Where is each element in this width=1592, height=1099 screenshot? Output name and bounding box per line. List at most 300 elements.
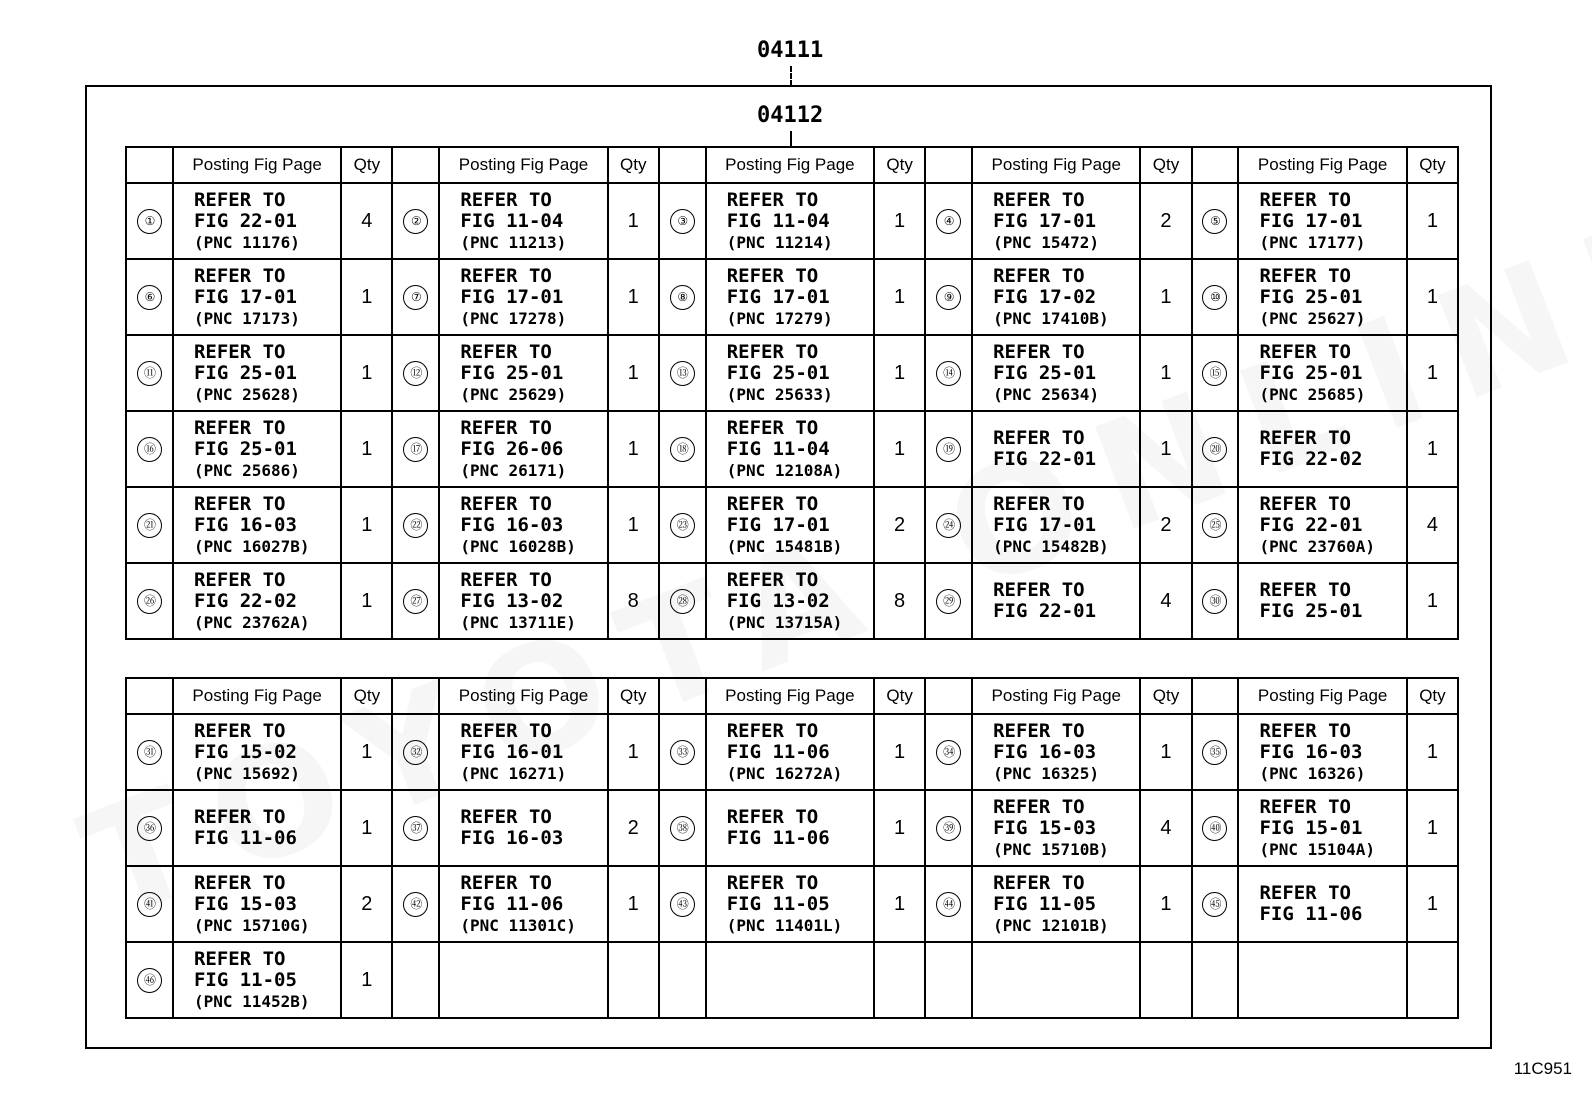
header-posting-fig-page: Posting Fig Page xyxy=(439,678,607,714)
item-qty-cell: 1 xyxy=(1407,183,1458,259)
refer-to-text: REFER TO xyxy=(993,427,1085,449)
item-qty-cell: 8 xyxy=(608,563,659,639)
pnc-text: (PNC 25686) xyxy=(193,460,300,480)
item-number-badge: ㉕ xyxy=(1202,513,1227,538)
refer-to-text: REFER TO xyxy=(726,416,819,439)
fig-page-text: FIG 25-01 xyxy=(1259,285,1363,308)
refer-to-text: REFER TO xyxy=(993,795,1085,818)
item-reference-cell xyxy=(173,790,341,866)
item-qty-cell: 1 xyxy=(874,411,925,487)
item-number-badge: ㉟ xyxy=(1202,740,1227,765)
fig-page-text: FIG 16-03 xyxy=(193,513,297,536)
table-row xyxy=(126,714,1458,790)
item-number-badge: ㉚ xyxy=(1202,589,1227,614)
item-number-cell xyxy=(1192,487,1239,563)
item-reference-cell xyxy=(972,487,1140,563)
pnc-text: (PNC 23760A) xyxy=(1259,536,1376,556)
item-number-badge: ⑰ xyxy=(403,437,428,462)
table-row xyxy=(126,411,1458,487)
item-number-cell xyxy=(1192,411,1239,487)
item-number-badge: ㉖ xyxy=(137,589,162,614)
reference-table-upper xyxy=(125,146,1459,640)
item-number-cell xyxy=(925,714,972,790)
item-number-cell xyxy=(925,563,972,639)
item-reference-cell xyxy=(1238,259,1406,335)
pnc-text: (PNC 11214) xyxy=(726,232,833,252)
item-number-badge: ㉛ xyxy=(137,740,162,765)
item-reference-cell xyxy=(706,183,874,259)
header-blank xyxy=(126,147,173,183)
item-number-cell xyxy=(659,563,706,639)
fig-page-text: FIG 17-02 xyxy=(993,285,1097,308)
refer-to-text: REFER TO xyxy=(460,719,552,742)
item-qty-cell: 1 xyxy=(874,183,925,259)
item-qty-cell xyxy=(1140,942,1191,1018)
table-header-row xyxy=(126,147,1458,183)
item-reference-cell xyxy=(1238,866,1406,942)
item-number-cell xyxy=(1192,183,1239,259)
pnc-text: (PNC 13715A) xyxy=(726,612,843,632)
item-qty-cell: 2 xyxy=(341,866,392,942)
fig-page-text: FIG 17-01 xyxy=(993,513,1097,536)
fig-page-text: FIG 11-06 xyxy=(726,827,830,849)
refer-to-text: REFER TO xyxy=(993,871,1085,894)
item-reference-cell xyxy=(1238,714,1406,790)
item-reference-cell xyxy=(706,714,874,790)
refer-to-text: REFER TO xyxy=(460,188,552,211)
item-qty-cell xyxy=(874,942,925,1018)
item-number-cell xyxy=(392,714,439,790)
pnc-text: (PNC 15472) xyxy=(993,232,1100,252)
item-reference-cell xyxy=(1238,183,1406,259)
refer-to-text: REFER TO xyxy=(193,568,286,591)
refer-to-text: REFER TO xyxy=(726,188,819,211)
pnc-text: (PNC 25633) xyxy=(726,384,833,404)
pnc-text: (PNC 11213) xyxy=(460,232,567,252)
item-number-badge: ⑪ xyxy=(137,361,162,386)
header-qty: Qty xyxy=(341,147,392,183)
header-blank xyxy=(392,678,439,714)
header-qty: Qty xyxy=(874,147,925,183)
item-number-cell xyxy=(392,942,439,1018)
header-posting-fig-page: Posting Fig Page xyxy=(706,147,874,183)
item-reference-cell xyxy=(439,259,607,335)
pnc-text: (PNC 17410B) xyxy=(993,308,1109,328)
item-number-cell xyxy=(392,259,439,335)
item-reference-cell xyxy=(972,335,1140,411)
item-number-badge: ⑦ xyxy=(403,285,428,310)
header-blank xyxy=(925,147,972,183)
header-blank xyxy=(659,147,706,183)
refer-to-text: REFER TO xyxy=(726,806,819,828)
fig-page-text: FIG 15-01 xyxy=(1259,816,1363,839)
header-qty: Qty xyxy=(608,678,659,714)
pnc-text: (PNC 15710B) xyxy=(993,839,1109,859)
item-number-cell xyxy=(1192,942,1239,1018)
item-number-cell xyxy=(392,183,439,259)
refer-to-text: REFER TO xyxy=(993,340,1085,363)
item-number-cell xyxy=(925,335,972,411)
header-posting-fig-page: Posting Fig Page xyxy=(972,678,1140,714)
pnc-text: (PNC 25627) xyxy=(1259,308,1366,328)
item-qty-cell: 1 xyxy=(1140,259,1191,335)
item-number-cell xyxy=(1192,790,1239,866)
item-number-badge: ㉝ xyxy=(670,740,695,765)
item-qty-cell: 4 xyxy=(1140,563,1191,639)
fig-page-text: FIG 16-03 xyxy=(993,740,1097,763)
pnc-text: (PNC 17177) xyxy=(1259,232,1366,252)
fig-page-text: FIG 13-02 xyxy=(460,589,564,612)
item-qty-cell: 1 xyxy=(1140,866,1191,942)
item-number-badge: ㊻ xyxy=(137,968,162,993)
header-blank xyxy=(126,678,173,714)
pnc-text: (PNC 13711E) xyxy=(460,612,576,632)
item-reference-cell xyxy=(439,790,607,866)
refer-to-text: REFER TO xyxy=(726,719,819,742)
item-qty-cell: 1 xyxy=(341,487,392,563)
fig-page-text: FIG 11-06 xyxy=(1259,903,1363,925)
item-number-cell xyxy=(659,411,706,487)
refer-to-text: REFER TO xyxy=(993,264,1085,287)
item-reference-cell xyxy=(173,183,341,259)
item-reference-cell xyxy=(706,487,874,563)
fig-page-text: FIG 25-01 xyxy=(193,437,297,460)
fig-page-text: FIG 16-01 xyxy=(460,740,564,763)
item-reference-cell xyxy=(173,335,341,411)
refer-to-text: REFER TO xyxy=(726,264,819,287)
item-number-badge: ㊹ xyxy=(936,892,961,917)
item-number-badge: ㊸ xyxy=(670,892,695,917)
fig-page-text: FIG 17-01 xyxy=(993,209,1097,232)
item-number-cell xyxy=(392,866,439,942)
item-reference-cell xyxy=(439,866,607,942)
item-number-cell xyxy=(126,942,173,1018)
item-reference-cell xyxy=(439,487,607,563)
item-number-cell xyxy=(659,866,706,942)
item-reference-cell xyxy=(439,942,607,1018)
pnc-text: (PNC 12108A) xyxy=(726,460,843,480)
item-reference-cell xyxy=(1238,942,1406,1018)
item-qty-cell: 1 xyxy=(874,866,925,942)
pnc-text: (PNC 11452B) xyxy=(193,991,310,1011)
refer-to-text: REFER TO xyxy=(460,264,552,287)
refer-to-text: REFER TO xyxy=(1259,882,1351,904)
item-number-cell xyxy=(126,790,173,866)
item-reference-cell xyxy=(173,411,341,487)
refer-to-text: REFER TO xyxy=(460,492,552,515)
item-number-cell xyxy=(925,866,972,942)
item-number-badge: ㊲ xyxy=(403,816,428,841)
item-reference-cell xyxy=(706,790,874,866)
header-qty: Qty xyxy=(1140,147,1191,183)
item-qty-cell: 1 xyxy=(1140,411,1191,487)
header-blank xyxy=(1192,147,1239,183)
pnc-text: (PNC 16028B) xyxy=(460,536,576,556)
item-qty-cell: 1 xyxy=(608,866,659,942)
item-reference-cell xyxy=(706,942,874,1018)
refer-to-text: REFER TO xyxy=(726,568,819,591)
pnc-text: (PNC 11301C) xyxy=(460,915,576,935)
item-qty-cell: 1 xyxy=(341,942,392,1018)
item-qty-cell: 8 xyxy=(874,563,925,639)
item-number-badge: ㊳ xyxy=(670,816,695,841)
item-number-badge: ㊵ xyxy=(1202,816,1227,841)
pnc-text: (PNC 17279) xyxy=(726,308,833,328)
refer-to-text: REFER TO xyxy=(726,871,819,894)
header-qty: Qty xyxy=(1140,678,1191,714)
item-qty-cell: 1 xyxy=(874,259,925,335)
fig-page-text: FIG 22-01 xyxy=(993,448,1097,470)
fig-page-text: FIG 25-01 xyxy=(193,361,297,384)
pnc-text: (PNC 25634) xyxy=(993,384,1100,404)
item-number-cell xyxy=(392,790,439,866)
refer-to-text: REFER TO xyxy=(193,871,286,894)
item-number-badge: ㉞ xyxy=(936,740,961,765)
item-number-cell xyxy=(659,335,706,411)
item-number-cell xyxy=(925,183,972,259)
pnc-text: (PNC 25629) xyxy=(460,384,567,404)
item-number-cell xyxy=(1192,866,1239,942)
fig-page-text: FIG 17-01 xyxy=(460,285,564,308)
item-reference-cell xyxy=(439,335,607,411)
fig-page-text: FIG 26-06 xyxy=(460,437,564,460)
refer-to-text: REFER TO xyxy=(993,719,1085,742)
item-qty-cell: 1 xyxy=(874,790,925,866)
refer-to-text: REFER TO xyxy=(726,492,819,515)
item-qty-cell: 1 xyxy=(1140,714,1191,790)
pnc-text: (PNC 17278) xyxy=(460,308,567,328)
item-number-cell xyxy=(1192,259,1239,335)
item-reference-cell xyxy=(706,563,874,639)
item-qty-cell: 1 xyxy=(1140,335,1191,411)
item-number-badge: ⑮ xyxy=(1202,361,1227,386)
item-number-cell xyxy=(1192,563,1239,639)
item-number-cell xyxy=(659,487,706,563)
fig-page-text: FIG 16-03 xyxy=(460,513,564,536)
item-number-cell xyxy=(126,259,173,335)
item-qty-cell: 1 xyxy=(341,259,392,335)
group-label-outer: 04111 xyxy=(757,38,824,63)
item-number-badge: ㉓ xyxy=(670,513,695,538)
item-reference-cell xyxy=(972,942,1140,1018)
fig-page-text: FIG 25-01 xyxy=(993,361,1097,384)
fig-page-text: FIG 15-03 xyxy=(193,892,297,915)
item-number-badge: ① xyxy=(137,209,162,234)
item-number-cell xyxy=(659,183,706,259)
refer-to-text: REFER TO xyxy=(1259,719,1351,742)
fig-page-text: FIG 11-06 xyxy=(726,740,830,763)
item-number-badge: ⑫ xyxy=(403,361,428,386)
item-number-badge: ⑳ xyxy=(1202,437,1227,462)
item-qty-cell: 1 xyxy=(341,335,392,411)
table-row xyxy=(126,335,1458,411)
header-posting-fig-page: Posting Fig Page xyxy=(173,678,341,714)
item-number-cell xyxy=(392,335,439,411)
refer-to-text: REFER TO xyxy=(1259,579,1351,601)
fig-page-text: FIG 16-03 xyxy=(1259,740,1363,763)
fig-page-text: FIG 15-02 xyxy=(193,740,297,763)
header-blank xyxy=(392,147,439,183)
item-number-cell xyxy=(659,790,706,866)
item-reference-cell xyxy=(173,259,341,335)
fig-page-text: FIG 11-04 xyxy=(460,209,564,232)
item-number-badge: ㉗ xyxy=(403,589,428,614)
item-number-badge: ㉙ xyxy=(936,589,961,614)
fig-page-text: FIG 22-02 xyxy=(1259,448,1363,470)
header-posting-fig-page: Posting Fig Page xyxy=(972,147,1140,183)
item-qty-cell: 1 xyxy=(341,563,392,639)
pnc-text: (PNC 11176) xyxy=(193,232,300,252)
refer-to-text: REFER TO xyxy=(726,340,819,363)
item-reference-cell xyxy=(972,563,1140,639)
item-reference-cell xyxy=(173,563,341,639)
refer-to-text: REFER TO xyxy=(193,188,286,211)
fig-page-text: FIG 13-02 xyxy=(726,589,830,612)
refer-to-text: REFER TO xyxy=(1259,492,1351,515)
pnc-text: (PNC 16326) xyxy=(1259,763,1366,783)
table-row xyxy=(126,259,1458,335)
fig-page-text: FIG 11-05 xyxy=(726,892,830,915)
pnc-text: (PNC 17173) xyxy=(193,308,300,328)
fig-page-text: FIG 17-01 xyxy=(193,285,297,308)
item-reference-cell xyxy=(972,411,1140,487)
pnc-text: (PNC 15482B) xyxy=(993,536,1109,556)
table-row xyxy=(126,790,1458,866)
header-posting-fig-page: Posting Fig Page xyxy=(706,678,874,714)
table-row xyxy=(126,942,1458,1018)
item-reference-cell xyxy=(706,866,874,942)
fig-page-text: FIG 11-05 xyxy=(993,892,1097,915)
refer-to-text: REFER TO xyxy=(193,416,286,439)
item-qty-cell: 1 xyxy=(608,714,659,790)
item-reference-cell xyxy=(173,942,341,1018)
table-header-row xyxy=(126,678,1458,714)
table-row xyxy=(126,487,1458,563)
pnc-text: (PNC 16271) xyxy=(460,763,567,783)
header-qty: Qty xyxy=(341,678,392,714)
item-reference-cell xyxy=(972,790,1140,866)
header-posting-fig-page: Posting Fig Page xyxy=(439,147,607,183)
item-number-cell xyxy=(925,259,972,335)
header-qty: Qty xyxy=(608,147,659,183)
item-number-cell xyxy=(925,411,972,487)
refer-to-text: REFER TO xyxy=(1259,340,1351,363)
pnc-text: (PNC 26171) xyxy=(460,460,567,480)
figure-code: 11C951 xyxy=(1513,1059,1572,1078)
item-reference-cell xyxy=(1238,411,1406,487)
item-number-badge: ㊷ xyxy=(403,892,428,917)
header-blank xyxy=(925,678,972,714)
item-qty-cell: 1 xyxy=(1407,563,1458,639)
item-qty-cell: 1 xyxy=(1407,335,1458,411)
refer-to-text: REFER TO xyxy=(460,806,552,828)
fig-page-text: FIG 11-04 xyxy=(726,437,830,460)
item-qty-cell: 1 xyxy=(341,411,392,487)
fig-page-text: FIG 25-01 xyxy=(1259,600,1363,622)
fig-page-text: FIG 25-01 xyxy=(726,361,830,384)
header-posting-fig-page: Posting Fig Page xyxy=(173,147,341,183)
reference-table-lower xyxy=(125,677,1459,1019)
item-number-cell xyxy=(659,942,706,1018)
item-reference-cell xyxy=(972,714,1140,790)
header-qty: Qty xyxy=(874,678,925,714)
table-row xyxy=(126,866,1458,942)
fig-page-text: FIG 25-01 xyxy=(1259,361,1363,384)
item-reference-cell xyxy=(1238,487,1406,563)
item-qty-cell: 1 xyxy=(341,790,392,866)
header-posting-fig-page: Posting Fig Page xyxy=(1238,147,1406,183)
pnc-text: (PNC 23762A) xyxy=(193,612,310,632)
item-reference-cell xyxy=(439,183,607,259)
item-number-cell xyxy=(925,942,972,1018)
header-blank xyxy=(659,678,706,714)
item-reference-cell xyxy=(439,411,607,487)
item-number-cell xyxy=(659,714,706,790)
pnc-text: (PNC 25685) xyxy=(1259,384,1366,404)
item-reference-cell xyxy=(972,866,1140,942)
item-number-cell xyxy=(126,714,173,790)
item-number-cell xyxy=(126,335,173,411)
item-reference-cell xyxy=(972,183,1140,259)
header-posting-fig-page: Posting Fig Page xyxy=(1238,678,1406,714)
refer-to-text: REFER TO xyxy=(993,579,1085,601)
item-number-badge: ㊶ xyxy=(137,892,162,917)
header-blank xyxy=(1192,678,1239,714)
item-number-badge: ⑬ xyxy=(670,361,695,386)
item-number-badge: ㉘ xyxy=(670,589,695,614)
refer-to-text: REFER TO xyxy=(193,340,286,363)
fig-page-text: FIG 11-05 xyxy=(193,968,297,991)
item-number-badge: ⑥ xyxy=(137,285,162,310)
fig-page-text: FIG 11-04 xyxy=(726,209,830,232)
item-number-badge: ② xyxy=(403,209,428,234)
pnc-text: (PNC 15710G) xyxy=(193,915,310,935)
item-qty-cell xyxy=(608,942,659,1018)
pnc-text: (PNC 16325) xyxy=(993,763,1100,783)
fig-page-text: FIG 17-01 xyxy=(726,285,830,308)
table-row xyxy=(126,563,1458,639)
item-reference-cell xyxy=(706,411,874,487)
item-number-badge: ㊱ xyxy=(137,816,162,841)
pnc-text: (PNC 15104A) xyxy=(1259,839,1376,859)
item-number-cell xyxy=(392,411,439,487)
refer-to-text: REFER TO xyxy=(1259,188,1351,211)
refer-to-text: REFER TO xyxy=(1259,427,1351,449)
item-number-cell xyxy=(659,259,706,335)
item-number-badge: ⑲ xyxy=(936,437,961,462)
pnc-text: (PNC 12101B) xyxy=(993,915,1109,935)
fig-page-text: FIG 11-06 xyxy=(460,892,564,915)
item-number-badge: ⑤ xyxy=(1202,209,1227,234)
table-row xyxy=(126,183,1458,259)
item-reference-cell xyxy=(1238,790,1406,866)
item-number-badge: ⑱ xyxy=(670,437,695,462)
item-number-cell xyxy=(126,487,173,563)
fig-page-text: FIG 16-03 xyxy=(460,827,564,849)
item-qty-cell: 1 xyxy=(608,487,659,563)
item-qty-cell: 1 xyxy=(608,259,659,335)
pnc-text: (PNC 15692) xyxy=(193,763,300,783)
item-reference-cell xyxy=(706,259,874,335)
fig-page-text: FIG 25-01 xyxy=(460,361,564,384)
refer-to-text: REFER TO xyxy=(460,340,552,363)
item-qty-cell: 1 xyxy=(1407,714,1458,790)
refer-to-text: REFER TO xyxy=(193,719,286,742)
leader-line-outer xyxy=(790,66,792,86)
item-number-badge: ⑭ xyxy=(936,361,961,386)
item-qty-cell xyxy=(1407,942,1458,1018)
item-number-badge: ⑩ xyxy=(1202,285,1227,310)
